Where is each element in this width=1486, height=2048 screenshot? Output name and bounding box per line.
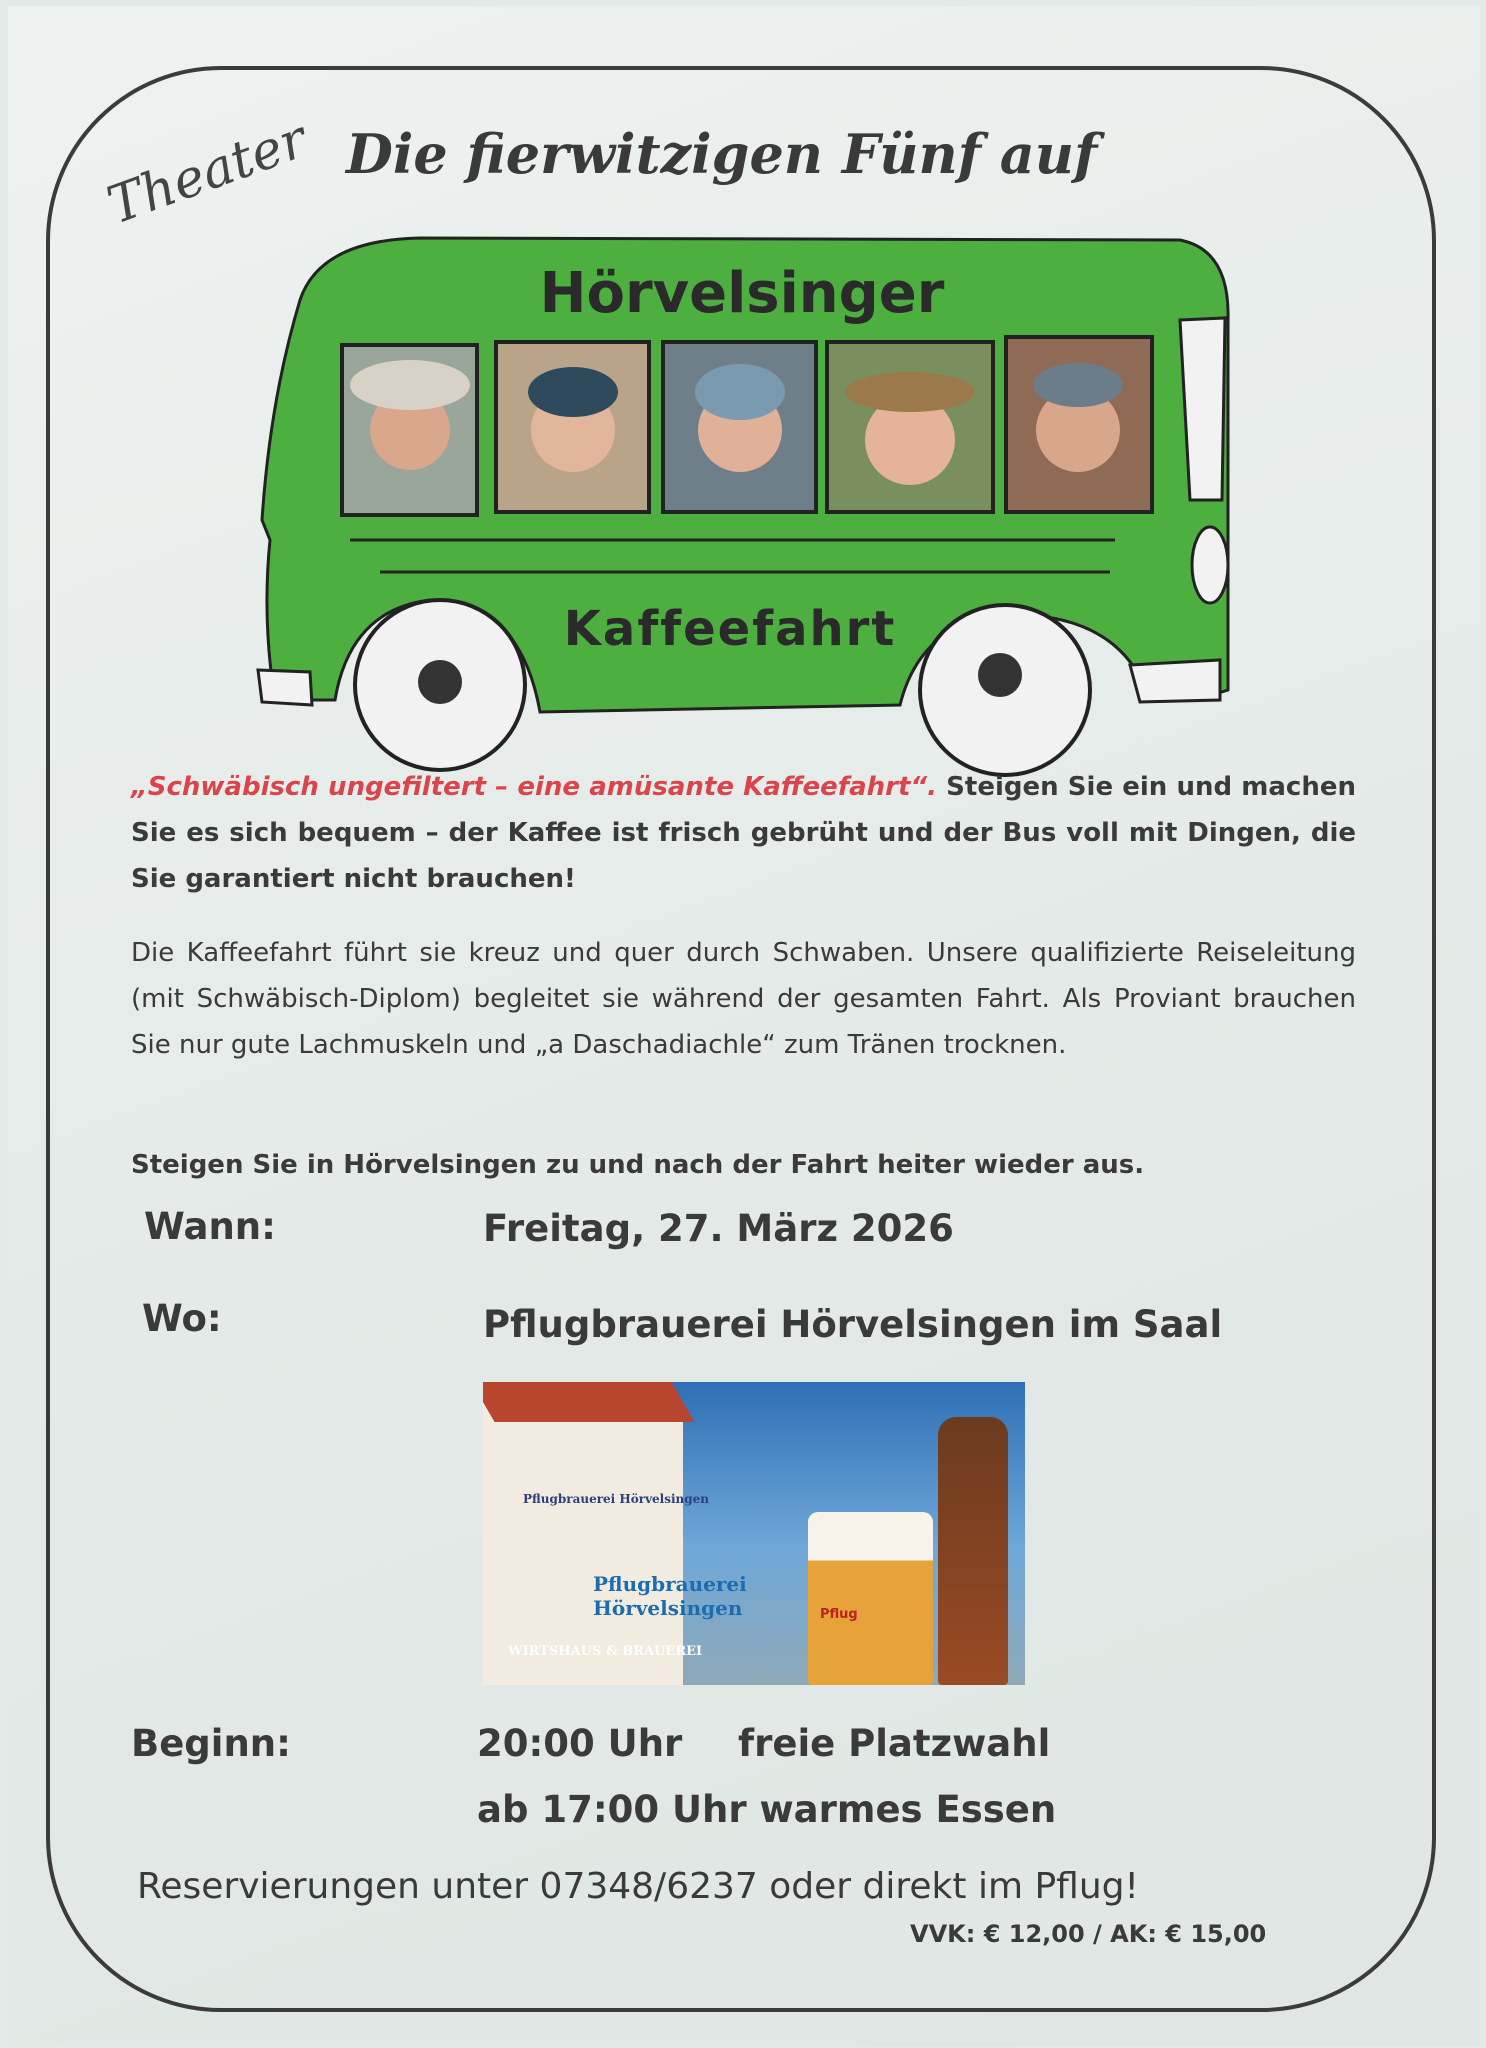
passenger-windows — [342, 337, 1152, 515]
sign-text: Pflugbrauerei Hörvelsingen — [523, 1492, 710, 1506]
beer-bottle — [938, 1417, 1008, 1685]
beer-glass — [808, 1512, 933, 1685]
reservation-info: Reservierungen unter 07348/6237 oder direkt im Pflug! — [137, 1866, 1139, 1907]
bus-side-text: Kaffeefahrt — [563, 601, 897, 657]
tagline-text: WIRTSHAUS & BRAUEREI — [508, 1644, 703, 1659]
food-info: ab 17:00 Uhr warmes Essen — [477, 1788, 1057, 1831]
when-value: Freitag, 27. März 2026 — [483, 1207, 954, 1250]
intro-text: Steigen Sie ein und machen Sie es sich bequem – der Kaffee ist frisch gebrüht und der Bus voll mit Dingen, die Sie garantiert nicht brauchen! — [131, 772, 1356, 894]
ticket-prices: VVK: € 12,00 / AK: € 15,00 — [910, 1920, 1267, 1948]
bus-top-text: Hörvelsinger — [539, 261, 945, 326]
building-roof — [483, 1382, 695, 1422]
handwritten-note: Theater — [100, 109, 315, 237]
venue-photo — [483, 1382, 1025, 1685]
when-label: Wann: — [144, 1205, 276, 1248]
flyer-title: Die fierwitzigen Fünf auf — [346, 122, 1098, 186]
where-value: Pflugbrauerei Hörvelsingen im Saal — [483, 1303, 1223, 1346]
boarding-text: Steigen Sie in Hörvelsingen zu und nach der Fahrt heiter wieder aus. — [131, 1150, 1145, 1180]
description-paragraph: Die Kaffeefahrt führt sie kreuz und quer durch Schwaben. Unsere qualifizierte Reiseleitung (mit Schwäbisch-Diplom) begleitet sie während der gesamten Fahrt. Als Proviant brauchen Sie nur gute Lachmuskeln und „a Daschadiachle“ zum Tränen trocknen. — [131, 938, 1356, 1060]
brewery-building — [483, 1402, 683, 1685]
seating-info: freie Platzwahl — [738, 1722, 1051, 1765]
glass-label: Pflug — [820, 1607, 858, 1622]
brand-text: Pflugbrauerei Hörvelsingen — [593, 1572, 747, 1620]
start-label: Beginn: — [131, 1722, 291, 1765]
intro-paragraph — [131, 764, 1356, 902]
start-time: 20:00 Uhr — [477, 1722, 683, 1765]
where-label: Wo: — [142, 1297, 222, 1340]
intro-quote: „Schwäbisch ungefiltert – eine amüsante Kaffeefahrt“. — [131, 772, 937, 802]
